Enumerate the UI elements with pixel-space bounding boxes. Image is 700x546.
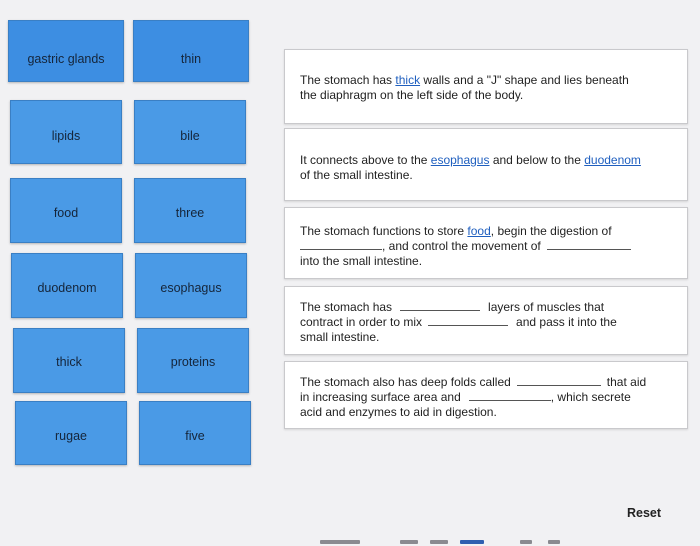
statement-1-text: The stomach has thick walls and a "J" shape and lies beneath the diaphragm on the left side of the body. xyxy=(300,73,629,102)
statement-4-text: The stomach has layers of muscles that contract in order to mix and pass it into the small intestine. xyxy=(300,300,617,344)
answer-blank-mix[interactable] xyxy=(428,315,508,326)
filled-answer-esophagus[interactable]: esophagus xyxy=(430,153,490,167)
answer-tile-proteins[interactable]: proteins xyxy=(137,328,249,393)
answer-tile-duodenom[interactable]: duodenom xyxy=(11,253,123,318)
statement-3-text: The stomach functions to store food, begin the digestion of , and control the movement of into the small intestine. xyxy=(300,224,680,269)
answer-blank-digestion[interactable] xyxy=(300,239,382,250)
answer-tile-rugae[interactable]: rugae xyxy=(15,401,127,465)
statement-card-1 xyxy=(284,49,688,124)
answer-tile-lipids[interactable]: lipids xyxy=(10,100,122,164)
answer-tile-food[interactable]: food xyxy=(10,178,122,243)
answer-blank-movement[interactable] xyxy=(547,239,631,250)
reset-button[interactable]: Reset xyxy=(620,504,668,522)
answer-tile-gastric-glands[interactable]: gastric glands xyxy=(8,20,124,82)
statement-5-text: The stomach also has deep folds called that aid in increasing surface area and , which secrete acid and enzymes to aid in digestion. xyxy=(300,375,647,419)
answer-tile-five[interactable]: five xyxy=(139,401,251,465)
statement-2-text: It connects above to the esophagus and below to the duodenom of the small intestine. xyxy=(300,153,641,182)
statement-card-5 xyxy=(284,361,688,429)
filled-answer-duodenom[interactable]: duodenom xyxy=(584,153,641,167)
filled-answer-food[interactable]: food xyxy=(467,224,491,238)
answer-tile-three[interactable]: three xyxy=(134,178,246,243)
answer-blank-folds[interactable] xyxy=(517,375,601,386)
answer-blank-layers[interactable] xyxy=(400,300,480,311)
answer-tile-thick[interactable]: thick xyxy=(13,328,125,393)
answer-tile-esophagus[interactable]: esophagus xyxy=(135,253,247,318)
statement-card-4 xyxy=(284,286,688,355)
answer-tile-thin[interactable]: thin xyxy=(133,20,249,82)
filled-answer-thick[interactable]: thick xyxy=(395,73,421,87)
bottom-toolbar-edge xyxy=(0,536,700,546)
statement-card-2 xyxy=(284,128,688,201)
answer-blank-secrete[interactable] xyxy=(469,390,551,401)
statement-card-3 xyxy=(284,207,688,279)
answer-tile-bile[interactable]: bile xyxy=(134,100,246,164)
